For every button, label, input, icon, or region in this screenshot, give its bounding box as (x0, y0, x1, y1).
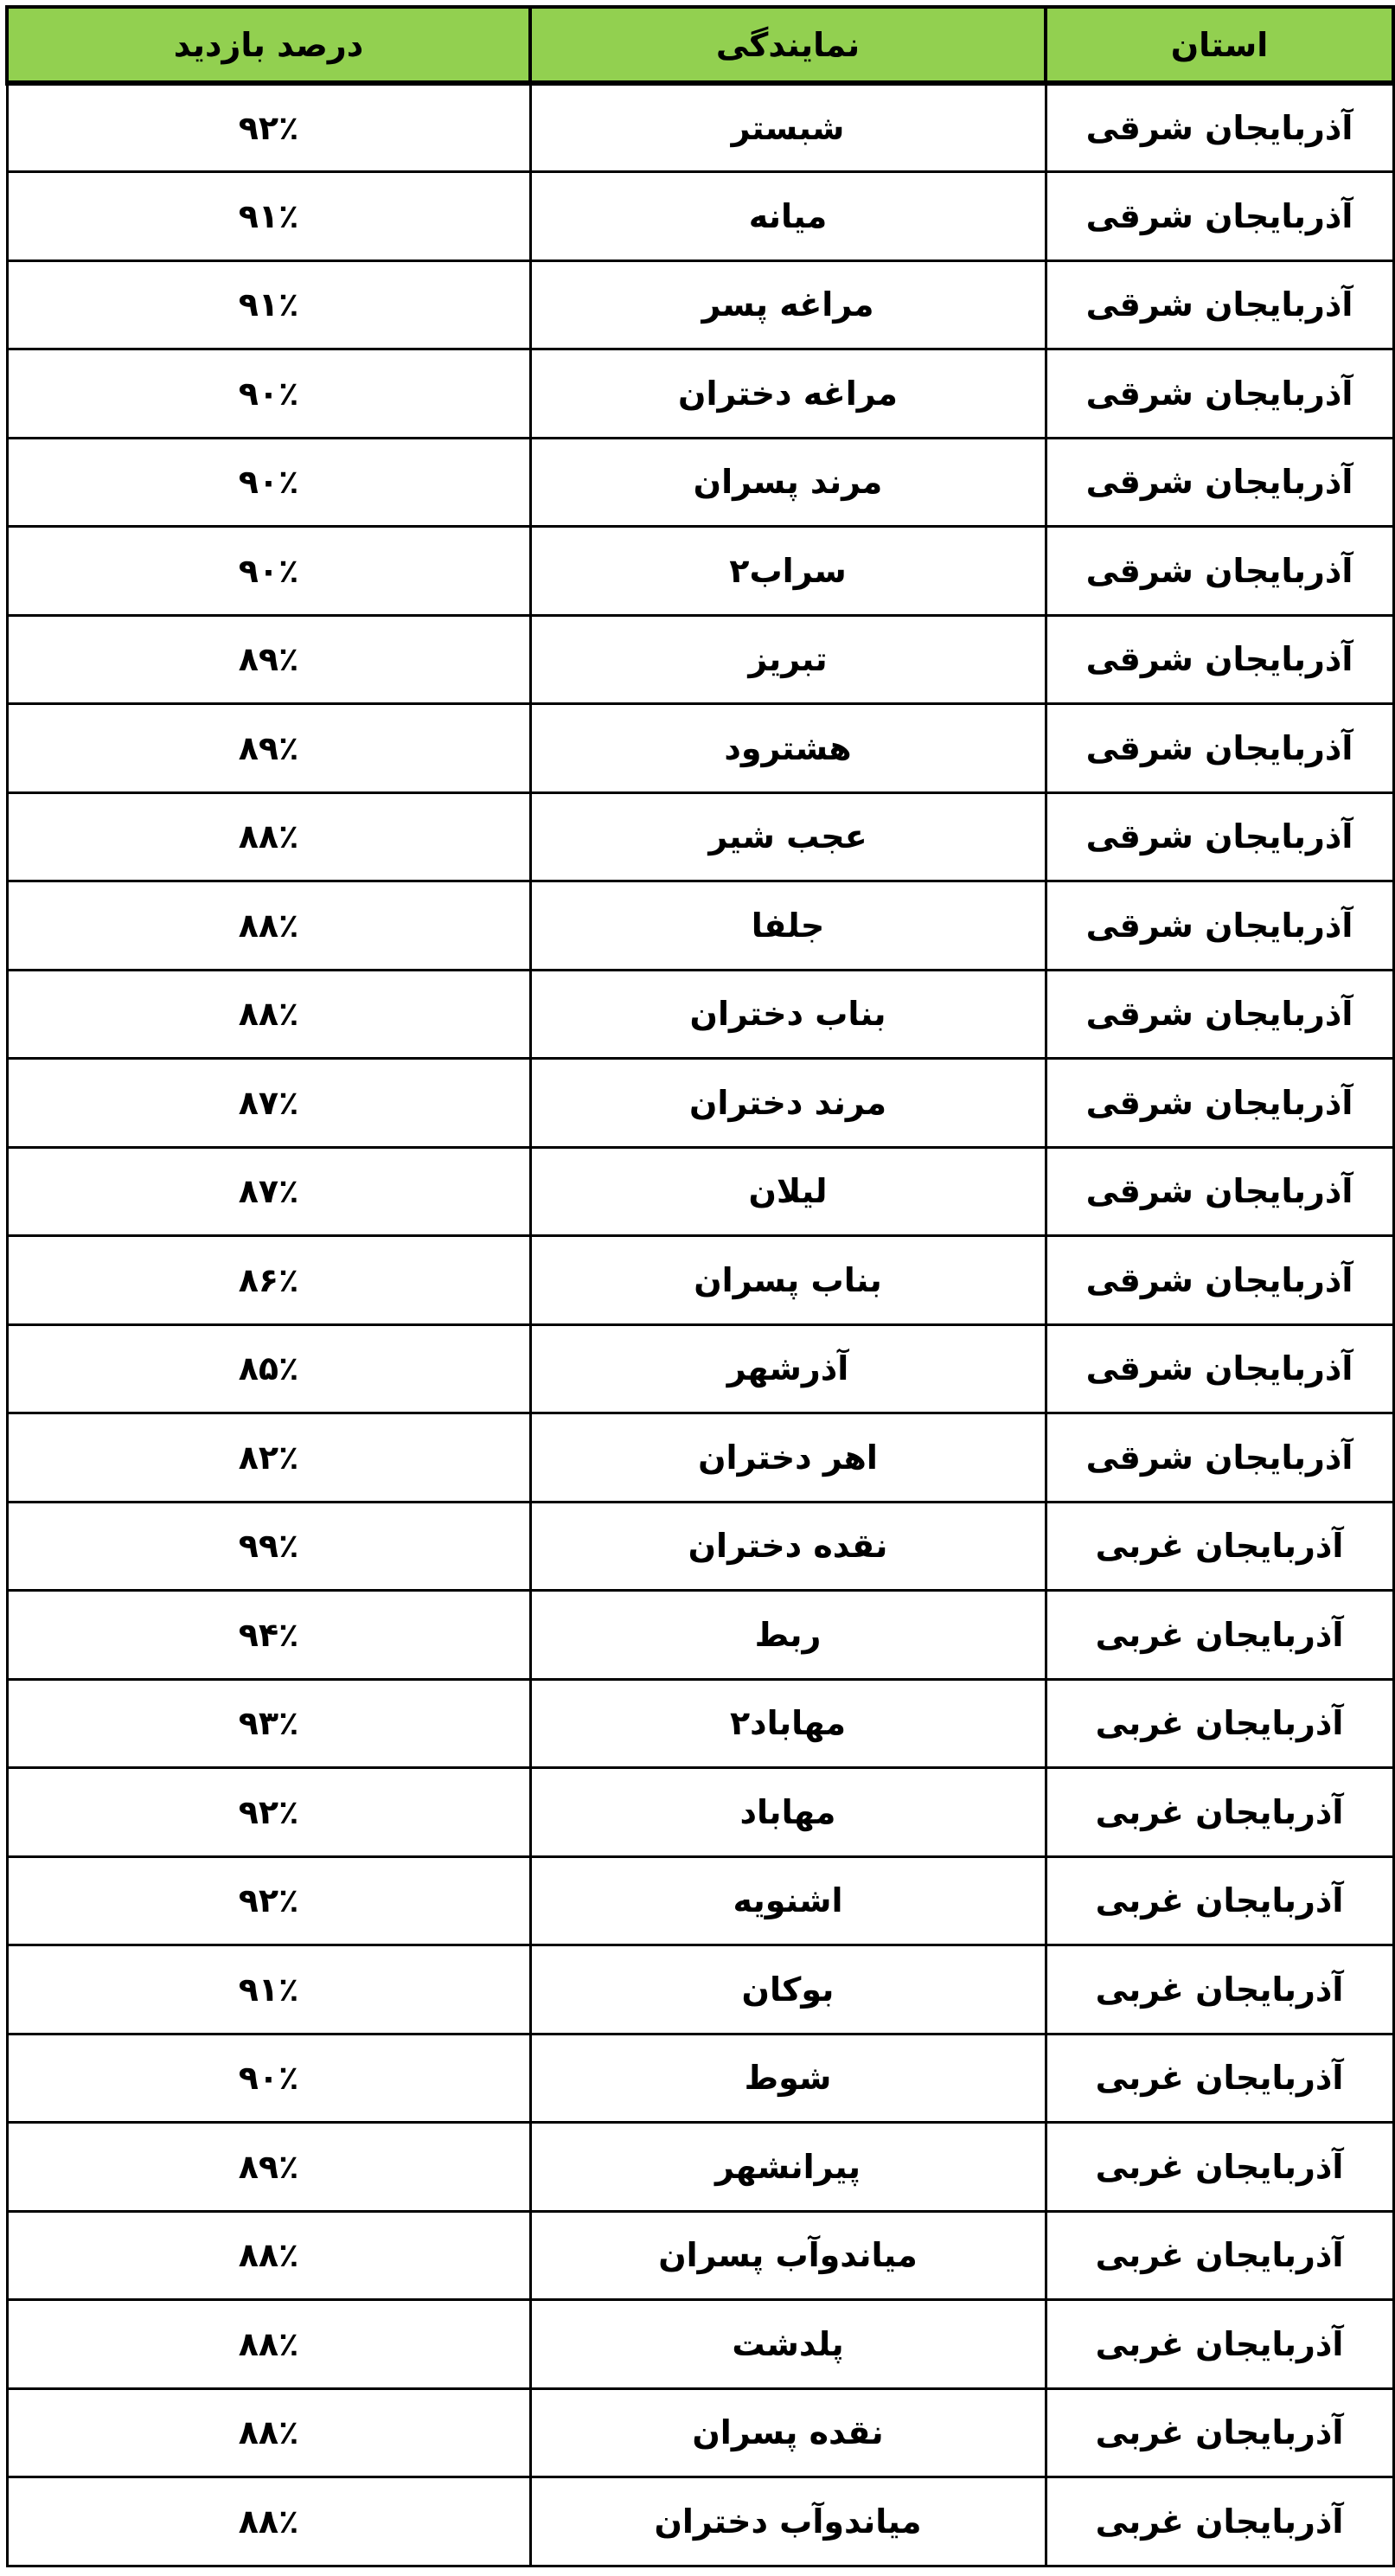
visit-percentage-table (5, 5, 1395, 2567)
province-cell: آذربایجان شرقی (1046, 527, 1393, 616)
visit-percent-cell: ۹۴٪ (7, 1591, 530, 1680)
visit-percent-cell: ۸۹٪ (7, 615, 530, 704)
visit-percent-cell: ۹۱٪ (7, 260, 530, 349)
table-row (7, 615, 1393, 704)
table-row (7, 1768, 1393, 1857)
visit-percent-cell: ۹۲٪ (7, 83, 530, 172)
table-row (7, 1059, 1393, 1148)
visit-percent-cell: ۹۰٪ (7, 438, 530, 527)
table-row (7, 83, 1393, 172)
province-cell: آذربایجان شرقی (1046, 438, 1393, 527)
agency-cell: مهاباد۲ (530, 1679, 1046, 1768)
agency-cell: آذرشهر (530, 1324, 1046, 1413)
visit-percent-cell: ۹۲٪ (7, 1768, 530, 1857)
province-cell: آذربایجان غربی (1046, 2388, 1393, 2477)
table-row (7, 2388, 1393, 2477)
visit-percent-cell: ۸۸٪ (7, 881, 530, 971)
province-cell: آذربایجان شرقی (1046, 881, 1393, 971)
agency-cell: ربط (530, 1591, 1046, 1680)
agency-cell: سراب۲ (530, 527, 1046, 616)
agency-cell: مراغه دختران (530, 349, 1046, 439)
visit-percent-cell: ۹۳٪ (7, 1679, 530, 1768)
table-row (7, 1679, 1393, 1768)
agency-cell: اشنویه (530, 1856, 1046, 1945)
table-row (7, 792, 1393, 881)
province-cell: آذربایجان غربی (1046, 2300, 1393, 2389)
header-province: استان (1046, 7, 1393, 83)
table-row (7, 704, 1393, 793)
province-cell: آذربایجان غربی (1046, 1502, 1393, 1591)
province-cell: آذربایجان شرقی (1046, 1059, 1393, 1148)
agency-cell: اهر دختران (530, 1413, 1046, 1503)
province-cell: آذربایجان غربی (1046, 2477, 1393, 2566)
table-row (7, 172, 1393, 261)
visit-percent-cell: ۸۵٪ (7, 1324, 530, 1413)
visit-percent-cell: ۹۹٪ (7, 1502, 530, 1591)
table-row (7, 2034, 1393, 2123)
province-cell: آذربایجان شرقی (1046, 792, 1393, 881)
visit-percent-cell: ۸۸٪ (7, 792, 530, 881)
visit-percent-cell: ۸۸٪ (7, 2388, 530, 2477)
visit-percent-cell: ۹۰٪ (7, 2034, 530, 2123)
header-visit-percent: درصد بازدید (7, 7, 530, 83)
province-cell: آذربایجان شرقی (1046, 83, 1393, 172)
table-row (7, 1324, 1393, 1413)
province-cell: آذربایجان شرقی (1046, 970, 1393, 1059)
province-cell: آذربایجان شرقی (1046, 1413, 1393, 1503)
agency-cell: نقده دختران (530, 1502, 1046, 1591)
visit-percent-cell: ۹۲٪ (7, 1856, 530, 1945)
visit-percent-cell: ۹۰٪ (7, 527, 530, 616)
table-row (7, 1591, 1393, 1680)
province-cell: آذربایجان غربی (1046, 1768, 1393, 1857)
province-cell: آذربایجان غربی (1046, 1945, 1393, 2035)
table-row (7, 2477, 1393, 2566)
agency-cell: مرند پسران (530, 438, 1046, 527)
agency-cell: میاندوآب پسران (530, 2211, 1046, 2300)
agency-cell: عجب شیر (530, 792, 1046, 881)
table-row (7, 438, 1393, 527)
province-cell: آذربایجان شرقی (1046, 260, 1393, 349)
table-row (7, 1502, 1393, 1591)
province-cell: آذربایجان شرقی (1046, 1236, 1393, 1325)
province-cell: آذربایجان شرقی (1046, 704, 1393, 793)
province-cell: آذربایجان غربی (1046, 1679, 1393, 1768)
province-cell: آذربایجان غربی (1046, 2211, 1393, 2300)
agency-cell: لیلان (530, 1147, 1046, 1236)
header-row (7, 7, 1393, 83)
table-header (7, 7, 1393, 83)
visit-percent-cell: ۸۸٪ (7, 970, 530, 1059)
agency-cell: بناب دختران (530, 970, 1046, 1059)
visit-percent-cell: ۹۱٪ (7, 172, 530, 261)
visit-percent-cell: ۸۸٪ (7, 2477, 530, 2566)
province-cell: آذربایجان غربی (1046, 1591, 1393, 1680)
table-row (7, 1147, 1393, 1236)
table-row (7, 2300, 1393, 2389)
province-cell: آذربایجان شرقی (1046, 349, 1393, 439)
visit-percent-cell: ۸۹٪ (7, 2123, 530, 2212)
province-cell: آذربایجان غربی (1046, 1856, 1393, 1945)
table-row (7, 1856, 1393, 1945)
header-agency: نمایندگی (530, 7, 1046, 83)
visit-percent-cell: ۹۰٪ (7, 349, 530, 439)
table-row (7, 2211, 1393, 2300)
table-row (7, 1413, 1393, 1503)
table-row (7, 1945, 1393, 2035)
table-row (7, 1236, 1393, 1325)
agency-cell: مراغه پسر (530, 260, 1046, 349)
agency-cell: میاندوآب دختران (530, 2477, 1046, 2566)
table-row (7, 881, 1393, 971)
agency-cell: مهاباد (530, 1768, 1046, 1857)
province-cell: آذربایجان شرقی (1046, 615, 1393, 704)
province-cell: آذربایجان شرقی (1046, 1147, 1393, 1236)
province-cell: آذربایجان شرقی (1046, 1324, 1393, 1413)
province-cell: آذربایجان غربی (1046, 2034, 1393, 2123)
agency-cell: میانه (530, 172, 1046, 261)
agency-cell: هشترود (530, 704, 1046, 793)
agency-cell: شبستر (530, 83, 1046, 172)
table-row (7, 2123, 1393, 2212)
agency-cell: جلفا (530, 881, 1046, 971)
visit-percent-cell: ۸۷٪ (7, 1147, 530, 1236)
table-row (7, 527, 1393, 616)
province-cell: آذربایجان غربی (1046, 2123, 1393, 2212)
visit-percent-cell: ۹۱٪ (7, 1945, 530, 2035)
table-row (7, 260, 1393, 349)
visit-percent-cell: ۸۲٪ (7, 1413, 530, 1503)
visit-percent-cell: ۸۸٪ (7, 2211, 530, 2300)
table-row (7, 349, 1393, 439)
agency-cell: نقده پسران (530, 2388, 1046, 2477)
agency-cell: تبریز (530, 615, 1046, 704)
agency-cell: بوکان (530, 1945, 1046, 2035)
agency-cell: شوط (530, 2034, 1046, 2123)
province-cell: آذربایجان شرقی (1046, 172, 1393, 261)
visit-percent-cell: ۸۷٪ (7, 1059, 530, 1148)
visit-percent-cell: ۸۸٪ (7, 2300, 530, 2389)
visit-percent-cell: ۸۹٪ (7, 704, 530, 793)
agency-cell: پلدشت (530, 2300, 1046, 2389)
table-row (7, 970, 1393, 1059)
agency-cell: بناب پسران (530, 1236, 1046, 1325)
agency-cell: پیرانشهر (530, 2123, 1046, 2212)
visit-percent-cell: ۸۶٪ (7, 1236, 530, 1325)
table-body (7, 83, 1393, 2566)
agency-cell: مرند دختران (530, 1059, 1046, 1148)
